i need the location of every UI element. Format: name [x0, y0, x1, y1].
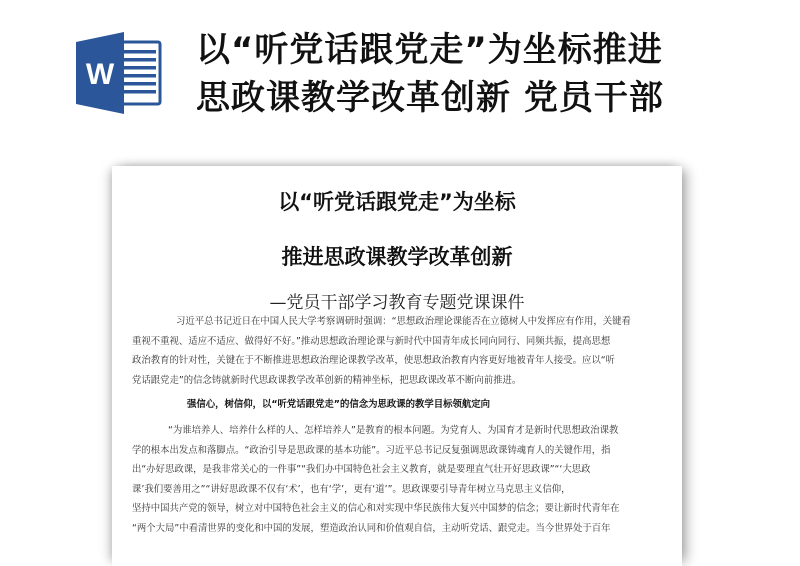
paragraph-line: 政治教育的针对性，关键在于不断推进思想政治理论课教学改革，使思想政治教育内容更好地被青年人接受。应以“听	[132, 355, 615, 367]
microsoft-word-icon	[76, 32, 164, 114]
paragraph-1	[132, 312, 662, 390]
banner-title-line-2: 思政课教学改革创新 党员干部	[196, 78, 664, 118]
banner-title-line-1: 以“听党话跟党走”为坐标推进	[196, 30, 663, 70]
document-title-line-2: 推进思政课教学改革创新	[281, 245, 513, 269]
paragraph-line: 坚持中国共产党的领导，树立对中国特色社会主义的信心和对实现中华民族伟大复兴中国梦的信念；要让新时代青年在	[132, 503, 620, 515]
paragraph-line: 重视不重视、适应不适应、做得好不好。”推动思想政治理论课与新时代中国青年成长同向同行、同频共振，提高思想	[132, 335, 611, 347]
svg-text:W: W	[85, 58, 115, 91]
document-subtitle: —党员干部学习教育专题党课课件	[269, 293, 525, 313]
document-page	[112, 166, 682, 566]
paragraph-line: “为谁培养人、培养什么样的人、怎样培养人”是教育的根本问题。为党育人、为国育才是新时代思想政治课教	[168, 425, 619, 436]
paragraph-line: 党话跟党走”的信念铸就新时代思政课教学改革创新的精神坐标，把思政课改革不断向前推进。	[132, 374, 522, 386]
section-heading: 强信心，树信仰，以“听党话跟党走”的信念为思政课的教学目标领航定向	[187, 399, 490, 410]
paragraph-2	[132, 421, 662, 539]
paragraph-line: 课’我们要善用之”“讲好思政课不仅有‘术’，也有‘学’，更有‘道’”。思政课要引导青年树立马克思主义信仰，	[132, 483, 571, 495]
paragraph-line: 学的根本出发点和落脚点。“政治引导是思政课的基本功能”。习近平总书记反复强调思政课铸魂育人的关键作用，指	[132, 444, 611, 456]
banner	[0, 0, 800, 140]
document-title-line-1: 以“听党话跟党走”为坐标	[278, 190, 516, 214]
paragraph-line: 习近平总书记近日在中国人民大学考察调研时强调：“思想政治理论课能否在立德树人中发挥应有作用，关键看	[176, 316, 631, 327]
paragraph-line: “两个大局”中看清世界的变化和中国的发展，塑造政治认同和价值观自信，主动听党话、跟党走。当今世界处于百年	[132, 522, 611, 534]
paragraph-line: 出“办好思政课，是我非常关心的一件事”“我们办中国特色社会主义教育，就是要理直气壮开好思政课”“‘大思政	[132, 464, 591, 476]
banner-title	[196, 26, 776, 122]
